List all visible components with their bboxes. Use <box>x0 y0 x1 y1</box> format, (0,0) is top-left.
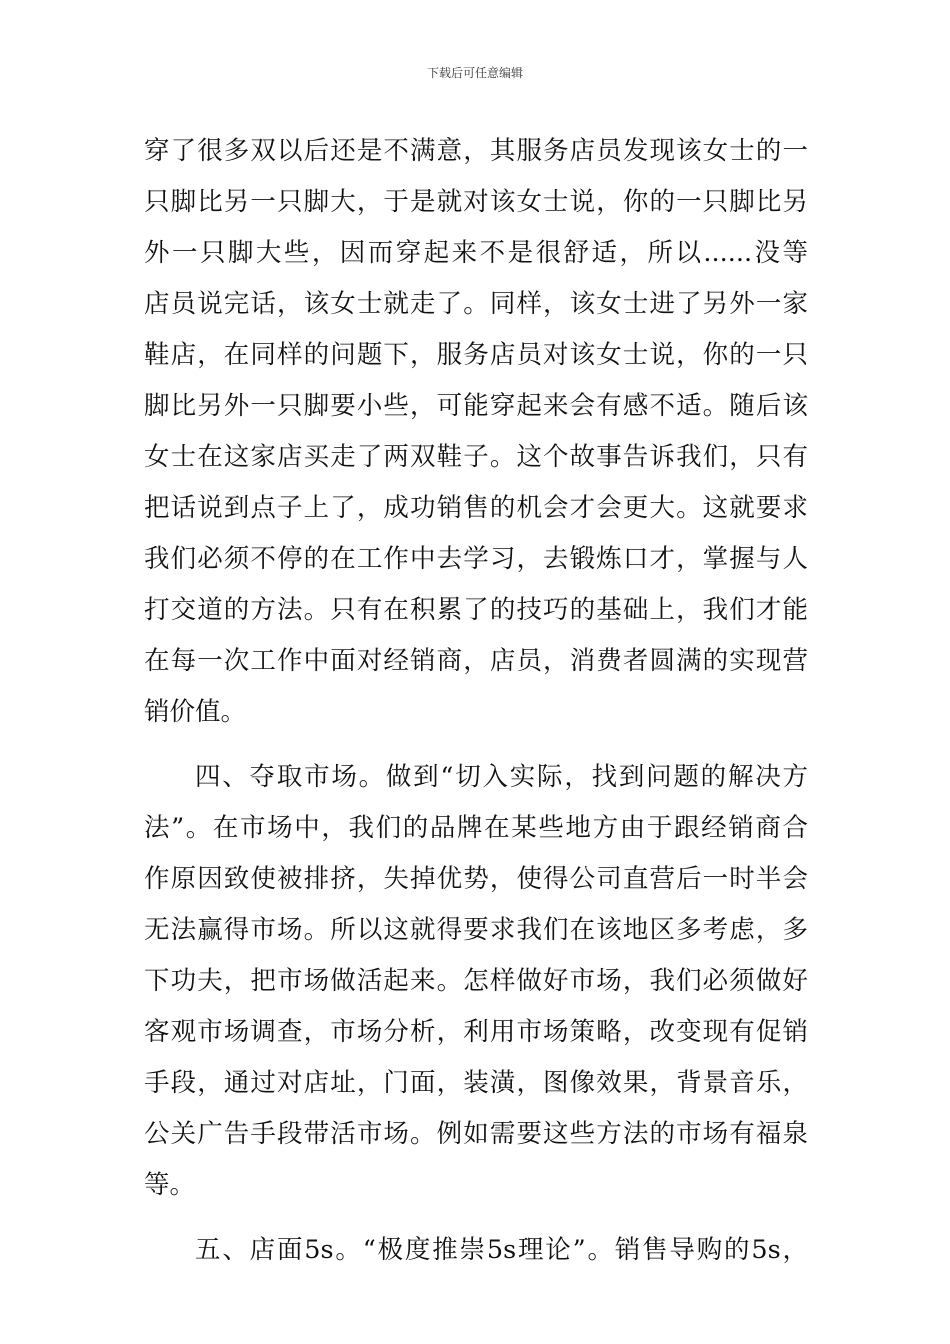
text-line: 穿了很多双以后还是不满意，其服务店员发现该女士的一 <box>144 136 808 166</box>
text-line: 四、夺取市场。做到“切入实际，找到问题的解决方 <box>195 762 808 792</box>
body-text <box>144 126 808 1276</box>
paragraph-section-five <box>144 1225 808 1276</box>
text-line: 打交道的方法。只有在积累了的技巧的基础上，我们才能 <box>144 595 808 625</box>
paragraph-section-four <box>144 752 808 1211</box>
page-header: 下载后可任意编辑 <box>426 66 523 80</box>
paragraph-continuation <box>144 126 808 738</box>
text-line: 手段，通过对店址，门面，装潢，图像效果，背景音乐， <box>144 1068 808 1098</box>
text-line: 公关广告手段带活市场。例如需要这些方法的市场有福泉 <box>144 1119 808 1149</box>
text-line: 无法赢得市场。所以这就得要求我们在该地区多考虑，多 <box>144 915 808 945</box>
text-line: 脚比另外一只脚要小些，可能穿起来会有感不适。随后该 <box>144 391 808 421</box>
text-line: 鞋店，在同样的问题下，服务店员对该女士说，你的一只 <box>144 340 808 370</box>
text-line: 只脚比另一只脚大，于是就对该女士说，你的一只脚比另 <box>144 187 808 217</box>
text-line: 五、店面5s。“极度推崇5s理论”。销售导购的5s， <box>195 1235 808 1265</box>
text-line: 在每一次工作中面对经销商，店员，消费者圆满的实现营 <box>144 646 808 676</box>
text-line: 客观市场调查，市场分析，利用市场策略，改变现有促销 <box>144 1017 808 1047</box>
text-line: 下功夫，把市场做活起来。怎样做好市场，我们必须做好 <box>144 966 808 996</box>
text-line: 我们必须不停的在工作中去学习，去锻炼口才，掌握与人 <box>144 544 808 574</box>
text-line: 作原因致使被排挤，失掉优势，使得公司直营后一时半会 <box>144 864 808 894</box>
text-line: 店员说完话，该女士就走了。同样，该女士进了另外一家 <box>144 289 808 319</box>
text-line: 法”。在市场中，我们的品牌在某些地方由于跟经销商合 <box>144 813 808 843</box>
text-line: 等。 <box>144 1170 196 1200</box>
text-line: 把话说到点子上了，成功销售的机会才会更大。这就要求 <box>144 493 808 523</box>
text-line: 销价值。 <box>144 697 247 727</box>
text-line: 女士在这家店买走了两双鞋子。这个故事告诉我们，只有 <box>144 442 808 472</box>
text-line: 外一只脚大些，因而穿起来不是很舒适，所以......没等 <box>144 238 808 268</box>
